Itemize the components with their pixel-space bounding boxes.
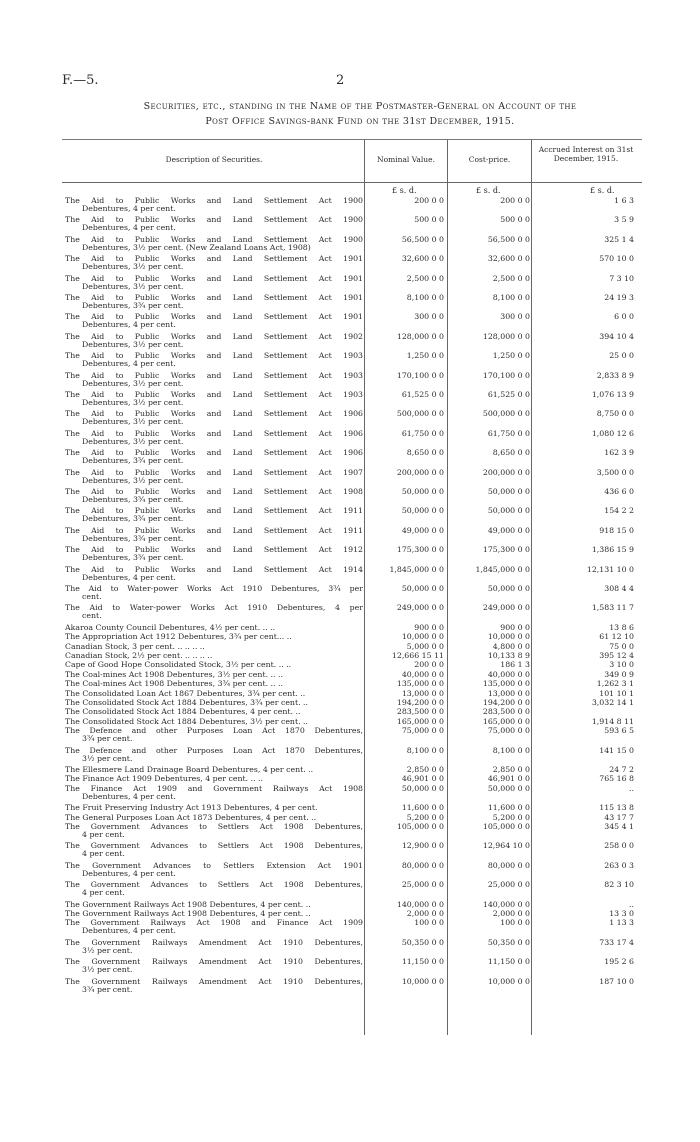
security-description: The Government Railways Act 1908 and Finance Act 1909	[65, 918, 363, 928]
column-header-nominal: Nominal Value.	[377, 155, 435, 164]
accrued-interest: 3,032 14 1	[591, 698, 634, 707]
cost-price: 105,000 0 0	[482, 822, 530, 831]
accrued-interest: 325 1 4	[604, 234, 634, 244]
cost-price: 40,000 0 0	[487, 669, 530, 679]
nominal-value: 25,000 0 0	[401, 880, 444, 890]
accrued-interest: ..	[629, 899, 634, 909]
nominal-value: 2,000 0 0	[406, 909, 444, 918]
nominal-value: 61,525 0 0	[401, 390, 444, 399]
security-description: The Aid to Public Works and Land Settlement Act 1901	[65, 254, 363, 264]
security-description: The Government Railways Act 1908 Debentures, 4 per cent. ..	[65, 899, 311, 909]
accrued-interest: 115 13 8	[599, 803, 634, 813]
cost-price: 50,000 0 0	[487, 487, 530, 496]
cost-price: 500,000 0 0	[482, 409, 530, 419]
accrued-interest: 162 3 9	[604, 448, 634, 458]
accrued-interest: 349 0 9	[604, 669, 634, 679]
cost-price: 200 0 0	[500, 196, 530, 205]
cost-price: 170,100 0 0	[482, 370, 530, 380]
nominal-value: 200 0 0	[414, 196, 444, 205]
security-description: The Consolidated Loan Act 1867 Debentures, 3¾ per cent. ..	[65, 688, 306, 698]
accrued-interest: 8,750 0 0	[596, 409, 634, 419]
security-description: The Aid to Public Works and Land Settlement Act 1901	[65, 293, 363, 302]
security-description-continued: Debentures, 3¾ per cent.	[82, 553, 184, 563]
cost-price: 249,000 0 0	[482, 603, 530, 613]
unit-label-cost: £ s. d.	[476, 186, 501, 195]
accrued-interest: 3 5 9	[614, 215, 634, 225]
cost-price: 10,000 0 0	[487, 976, 530, 986]
security-description: The Aid to Public Works and Land Settlement Act 1903	[65, 390, 363, 399]
accrued-interest: 263 0 3	[604, 860, 634, 870]
security-description-continued: Debentures, 3¾ per cent.	[82, 495, 184, 504]
accrued-interest: 765 16 8	[599, 774, 634, 784]
nominal-value: 75,000 0 0	[401, 726, 444, 736]
nominal-value: 40,000 0 0	[401, 669, 444, 679]
cost-price: 49,000 0 0	[487, 525, 530, 535]
nominal-value: 13,000 0 0	[401, 688, 444, 698]
security-description-continued: Debentures, 3¾ per cent.	[82, 514, 184, 524]
nominal-value: 8,100 0 0	[406, 293, 444, 302]
column-header-cost: Cost-price.	[468, 155, 511, 164]
nominal-value: 8,650 0 0	[406, 448, 444, 458]
accrued-interest: 3 10 0	[609, 660, 634, 670]
security-description-continued: Debentures, 3½ per cent.	[82, 281, 184, 291]
nominal-value: 46,901 0 0	[401, 774, 444, 784]
cost-price: 2,000 0 0	[492, 909, 530, 918]
cost-price: 32,600 0 0	[487, 254, 530, 264]
security-description-continued: 3¾ per cent.	[82, 984, 133, 994]
cost-price: 200,000 0 0	[482, 467, 530, 477]
nominal-value: 1,250 0 0	[406, 351, 444, 361]
nominal-value: 1,845,000 0 0	[389, 564, 444, 574]
cost-price: 4,800 0 0	[492, 641, 530, 651]
accrued-interest: 395 12 4	[599, 651, 634, 660]
nominal-value: 50,000 0 0	[401, 584, 444, 593]
cost-price: 10,000 0 0	[487, 632, 530, 642]
nominal-value: 50,000 0 0	[401, 487, 444, 496]
accrued-interest: 25 0 0	[609, 351, 634, 361]
accrued-interest: 1,914 8 11	[591, 716, 634, 726]
page-title-line-1: Securities, etc., standing in the Name of the Postmaster-General on Account of the	[143, 101, 577, 112]
accrued-interest: 394 10 4	[599, 331, 634, 341]
cost-price: 11,150 0 0	[487, 957, 530, 967]
security-description: The Government Advances to Settlers Act 1908 Debentures,	[65, 822, 363, 831]
nominal-value: 500 0 0	[414, 215, 444, 225]
security-description: The Coal-mines Act 1908 Debentures, 3½ per cent. .. ..	[65, 669, 283, 679]
security-description: The Aid to Public Works and Land Settlement Act 1901	[65, 273, 363, 283]
security-description: The Consolidated Stock Act 1884 Debentures, 4 per cent. ..	[65, 707, 301, 717]
accrued-interest: 7 3 10	[609, 273, 634, 283]
nominal-value: 165,000 0 0	[396, 716, 444, 726]
cost-price: 11,600 0 0	[487, 803, 530, 813]
cost-price: 1,250 0 0	[492, 351, 530, 361]
cost-price: 61,525 0 0	[487, 390, 530, 399]
accrued-interest: ..	[629, 783, 634, 793]
cost-price: 50,000 0 0	[487, 783, 530, 793]
security-description-continued: cent.	[82, 611, 102, 621]
security-description: The Government Railways Act 1908 Debentures, 4 per cent. ..	[65, 909, 311, 918]
cost-price: 8,100 0 0	[492, 293, 530, 302]
accrued-interest: 1 6 3	[614, 196, 634, 205]
security-description: The Aid to Public Works and Land Settlement Act 1903	[65, 351, 363, 361]
security-description: The Aid to Public Works and Land Settlement Act 1900	[65, 234, 363, 244]
accrued-interest: 13 3 0	[609, 909, 634, 918]
nominal-value: 49,000 0 0	[401, 525, 444, 535]
accrued-interest: 195 2 6	[604, 957, 634, 967]
security-description-continued: Debentures, 3½ per cent.	[82, 436, 184, 446]
accrued-interest: 61 12 10	[599, 632, 634, 642]
accrued-interest: 101 10 1	[599, 688, 634, 698]
cost-price: 1,845,000 0 0	[475, 564, 530, 574]
nominal-value: 140,000 0 0	[396, 899, 444, 909]
cost-price: 2,850 0 0	[492, 765, 530, 774]
security-description-continued: Debentures, 4 per cent.	[82, 572, 176, 582]
nominal-value: 80,000 0 0	[401, 860, 444, 870]
security-description: The Aid to Water-power Works Act 1910 Debentures, 3¾ per	[65, 584, 363, 593]
nominal-value: 50,350 0 0	[401, 937, 444, 947]
security-description-continued: Debentures, 3½ per cent.	[82, 262, 184, 272]
column-header-accrued: Accrued Interest on 31st December, 1915.	[538, 145, 634, 163]
cost-price: 165,000 0 0	[482, 716, 530, 726]
security-description-continued: Debentures, 4 per cent.	[82, 204, 176, 213]
cost-price: 5,200 0 0	[492, 812, 530, 822]
accrued-interest: 82 3 10	[604, 880, 634, 890]
security-description: The Defence and other Purposes Loan Act 1870 Debentures,	[65, 726, 363, 736]
accrued-interest: 436 6 0	[604, 487, 634, 496]
security-description-continued: 3½ per cent.	[82, 945, 133, 955]
nominal-value: 11,600 0 0	[401, 803, 444, 813]
nominal-value: 194,200 0 0	[396, 698, 444, 707]
cost-price: 128,000 0 0	[482, 331, 530, 341]
security-description: The Aid to Public Works and Land Settlement Act 1906	[65, 428, 363, 438]
security-description: The Appropriation Act 1912 Debentures, 3¾ per cent... ..	[65, 632, 292, 642]
security-description: The Defence and other Purposes Loan Act 1870 Debentures,	[65, 745, 363, 755]
accrued-interest: 733 17 4	[599, 937, 634, 947]
unit-label-accrued: £ s. d.	[590, 186, 615, 195]
nominal-value: 2,500 0 0	[406, 273, 444, 283]
nominal-value: 2,850 0 0	[406, 765, 444, 774]
security-description-continued: Debentures, 3¾ per cent.	[82, 456, 184, 466]
nominal-value: 12,900 0 0	[401, 841, 444, 851]
accrued-interest: 1 13 3	[609, 918, 634, 928]
nominal-value: 170,100 0 0	[396, 370, 444, 380]
security-description: The Aid to Public Works and Land Settlement Act 1914	[65, 564, 363, 574]
security-description: The Aid to Public Works and Land Settlement Act 1903	[65, 370, 363, 380]
security-description-continued: Debentures, 3½ per cent.	[82, 378, 184, 388]
security-description-continued: Debentures, 3½ per cent. (New Zealand Loans Act, 1908)	[82, 242, 311, 252]
security-description-continued: 4 per cent.	[82, 888, 125, 898]
nominal-value: 50,000 0 0	[401, 783, 444, 793]
cost-price: 300 0 0	[500, 312, 530, 322]
security-description-continued: Debentures, 4 per cent.	[82, 359, 176, 369]
security-description-continued: Debentures, 3½ per cent.	[82, 339, 184, 349]
security-description-continued: cent.	[82, 592, 102, 601]
security-description: The Aid to Public Works and Land Settlement Act 1907	[65, 467, 363, 477]
accrued-interest: 75 0 0	[609, 641, 634, 651]
nominal-value: 249,000 0 0	[396, 603, 444, 613]
accrued-interest: 24 7 2	[609, 765, 634, 774]
cost-price: 13,000 0 0	[487, 688, 530, 698]
nominal-value: 61,750 0 0	[401, 428, 444, 438]
nominal-value: 10,000 0 0	[401, 632, 444, 642]
page-title-line-2: Post Office Savings-bank Fund on the 31st December, 1915.	[205, 116, 515, 127]
nominal-value: 5,000 0 0	[406, 641, 444, 651]
cost-price: 8,650 0 0	[492, 448, 530, 458]
cost-price: 56,500 0 0	[487, 234, 530, 244]
nominal-value: 135,000 0 0	[396, 679, 444, 689]
security-description: The Consolidated Stock Act 1884 Debentures, 3¾ per cent. ..	[65, 698, 309, 707]
security-description: The Ellesmere Land Drainage Board Debentures, 4 per cent. ..	[65, 765, 314, 774]
accrued-interest: 918 15 0	[599, 525, 634, 535]
nominal-value: 100 0 0	[414, 918, 444, 928]
accrued-interest: 24 19 3	[604, 293, 634, 302]
nominal-value: 500,000 0 0	[396, 409, 444, 419]
accrued-interest: 141 15 0	[599, 745, 634, 755]
nominal-value: 300 0 0	[414, 312, 444, 322]
security-description-continued: Debentures, 4 per cent.	[82, 223, 176, 233]
cost-price: 50,000 0 0	[487, 506, 530, 516]
accrued-interest: 154 2 2	[604, 506, 634, 516]
security-description-continued: Debentures, 4 per cent.	[82, 320, 176, 330]
security-description: The Finance Act 1909 and Government Railways Act 1908	[65, 783, 363, 793]
security-description: Canadian Stock, 2½ per cent. .. .. .. ..	[65, 651, 213, 660]
cost-price: 50,350 0 0	[487, 937, 530, 947]
security-description: The Aid to Water-power Works Act 1910 Debentures, 4 per	[65, 603, 363, 613]
cost-price: 900 0 0	[500, 622, 530, 632]
security-description: The Aid to Public Works and Land Settlement Act 1900	[65, 196, 363, 205]
accrued-interest: 1,080 12 6	[591, 428, 634, 438]
cost-price: 50,000 0 0	[487, 584, 530, 593]
accrued-interest: 187 10 0	[599, 976, 634, 986]
security-description: The Coal-mines Act 1908 Debentures, 3¾ per cent. .. ..	[65, 679, 283, 689]
cost-price: 25,000 0 0	[487, 880, 530, 890]
cost-price: 186 1 3	[500, 660, 530, 670]
nominal-value: 8,100 0 0	[406, 745, 444, 755]
accrued-interest: 1,262 3 1	[596, 679, 634, 689]
security-description: The Aid to Public Works and Land Settlement Act 1900	[65, 215, 363, 225]
unit-label-nominal: £ s. d.	[392, 186, 417, 195]
nominal-value: 283,500 0 0	[396, 707, 444, 717]
cost-price: 500 0 0	[500, 215, 530, 225]
security-description: The Government Advances to Settlers Act 1908 Debentures,	[65, 880, 363, 890]
cost-price: 46,901 0 0	[487, 774, 530, 784]
security-description: Canadian Stock, 3 per cent. .. .. .. ..	[65, 641, 205, 651]
accrued-interest: 2,833 8 9	[596, 370, 634, 380]
accrued-interest: 593 6 5	[604, 726, 634, 736]
security-description: The Fruit Preserving Industry Act 1913 Debentures, 4 per cent.	[65, 803, 318, 813]
security-description: The Aid to Public Works and Land Settlement Act 1912	[65, 545, 363, 555]
security-description: The Aid to Public Works and Land Settlement Act 1906	[65, 409, 363, 419]
accrued-interest: 308 4 4	[604, 584, 634, 593]
security-description-continued: 3½ per cent.	[82, 965, 133, 975]
security-description-continued: Debentures, 4 per cent.	[82, 791, 176, 801]
security-description-continued: 4 per cent.	[82, 830, 125, 839]
accrued-interest: 570 10 0	[599, 254, 634, 264]
security-description: The Government Advances to Settlers Act 1908 Debentures,	[65, 841, 363, 851]
nominal-value: 56,500 0 0	[401, 234, 444, 244]
accrued-interest: 1,076 13 9	[591, 390, 634, 399]
nominal-value: 105,000 0 0	[396, 822, 444, 831]
cost-price: 2,500 0 0	[492, 273, 530, 283]
nominal-value: 175,300 0 0	[396, 545, 444, 555]
nominal-value: 10,000 0 0	[401, 976, 444, 986]
security-description-continued: Debentures, 3¾ per cent.	[82, 301, 184, 310]
accrued-interest: 6 0 0	[614, 312, 634, 322]
security-description-continued: Debentures, 4 per cent.	[82, 926, 176, 936]
cost-price: 8,100 0 0	[492, 745, 530, 755]
cost-price: 61,750 0 0	[487, 428, 530, 438]
security-description: The Aid to Public Works and Land Settlement Act 1911	[65, 506, 363, 516]
nominal-value: 32,600 0 0	[401, 254, 444, 264]
security-description: The Aid to Public Works and Land Settlement Act 1908	[65, 487, 363, 496]
accrued-interest: 1,386 15 9	[591, 545, 634, 555]
nominal-value: 12,666 15 11	[391, 651, 444, 660]
nominal-value: 5,200 0 0	[406, 812, 444, 822]
cost-price: 140,000 0 0	[482, 899, 530, 909]
security-description: The Aid to Public Works and Land Settlement Act 1901	[65, 312, 363, 322]
cost-price: 194,200 0 0	[482, 698, 530, 707]
security-description: The Government Advances to Settlers Extension Act 1901	[65, 860, 363, 870]
accrued-interest: 258 0 0	[604, 841, 634, 851]
security-description: The Government Railways Amendment Act 1910 Debentures,	[65, 957, 363, 967]
cost-price: 12,964 10 0	[482, 841, 530, 851]
security-description-continued: 4 per cent.	[82, 849, 125, 859]
security-description: The General Purposes Loan Act 1873 Debentures, 4 per cent. ..	[65, 812, 317, 822]
security-description: The Government Railways Amendment Act 1910 Debentures,	[65, 976, 363, 986]
security-description-continued: 3½ per cent.	[82, 753, 133, 763]
cost-price: 175,300 0 0	[482, 545, 530, 555]
security-description-continued: Debentures, 4 per cent.	[82, 868, 176, 878]
security-description: The Consolidated Stock Act 1884 Debentures, 3½ per cent. ..	[65, 716, 309, 726]
accrued-interest: 345 4 1	[604, 822, 634, 831]
accrued-interest: 1,583 11 7	[591, 603, 634, 613]
cost-price: 75,000 0 0	[487, 726, 530, 736]
security-description: Cape of Good Hope Consolidated Stock, 3½ per cent. .. ..	[65, 660, 292, 670]
cost-price: 283,500 0 0	[482, 707, 530, 717]
cost-price: 10,133 8 9	[487, 651, 530, 660]
accrued-interest: 3,500 0 0	[596, 467, 634, 477]
security-description-continued: Debentures, 3½ per cent.	[82, 398, 184, 407]
accrued-interest: 43 17 7	[604, 812, 634, 822]
cost-price: 135,000 0 0	[482, 679, 530, 689]
security-description: The Aid to Public Works and Land Settlement Act 1911	[65, 525, 363, 535]
accrued-interest: 13 8 6	[609, 622, 634, 632]
cost-price: 100 0 0	[500, 918, 530, 928]
security-description: Akaroa County Council Debentures, 4½ per cent. .. ..	[65, 622, 276, 632]
page-number: 2	[336, 73, 345, 88]
nominal-value: 200 0 0	[414, 660, 444, 670]
security-description: The Aid to Public Works and Land Settlement Act 1902	[65, 331, 363, 341]
accrued-interest: 12,131 10 0	[586, 564, 634, 574]
security-description: The Finance Act 1909 Debentures, 4 per cent. .. ..	[65, 774, 263, 784]
nominal-value: 900 0 0	[414, 622, 444, 632]
security-description: The Aid to Public Works and Land Settlement Act 1906	[65, 448, 363, 458]
nominal-value: 11,150 0 0	[401, 957, 444, 967]
security-description-continued: Debentures, 3¾ per cent.	[82, 533, 184, 543]
security-description-continued: 3¾ per cent.	[82, 734, 133, 744]
nominal-value: 200,000 0 0	[396, 467, 444, 477]
column-header-description: Description of Securities.	[165, 155, 263, 164]
security-description-continued: Debentures, 3½ per cent.	[82, 475, 184, 485]
page-reference: F.—5.	[62, 73, 99, 88]
security-description: The Government Railways Amendment Act 1910 Debentures,	[65, 937, 363, 947]
nominal-value: 128,000 0 0	[396, 331, 444, 341]
cost-price: 80,000 0 0	[487, 860, 530, 870]
security-description-continued: Debentures, 3½ per cent.	[82, 417, 184, 427]
nominal-value: 50,000 0 0	[401, 506, 444, 516]
